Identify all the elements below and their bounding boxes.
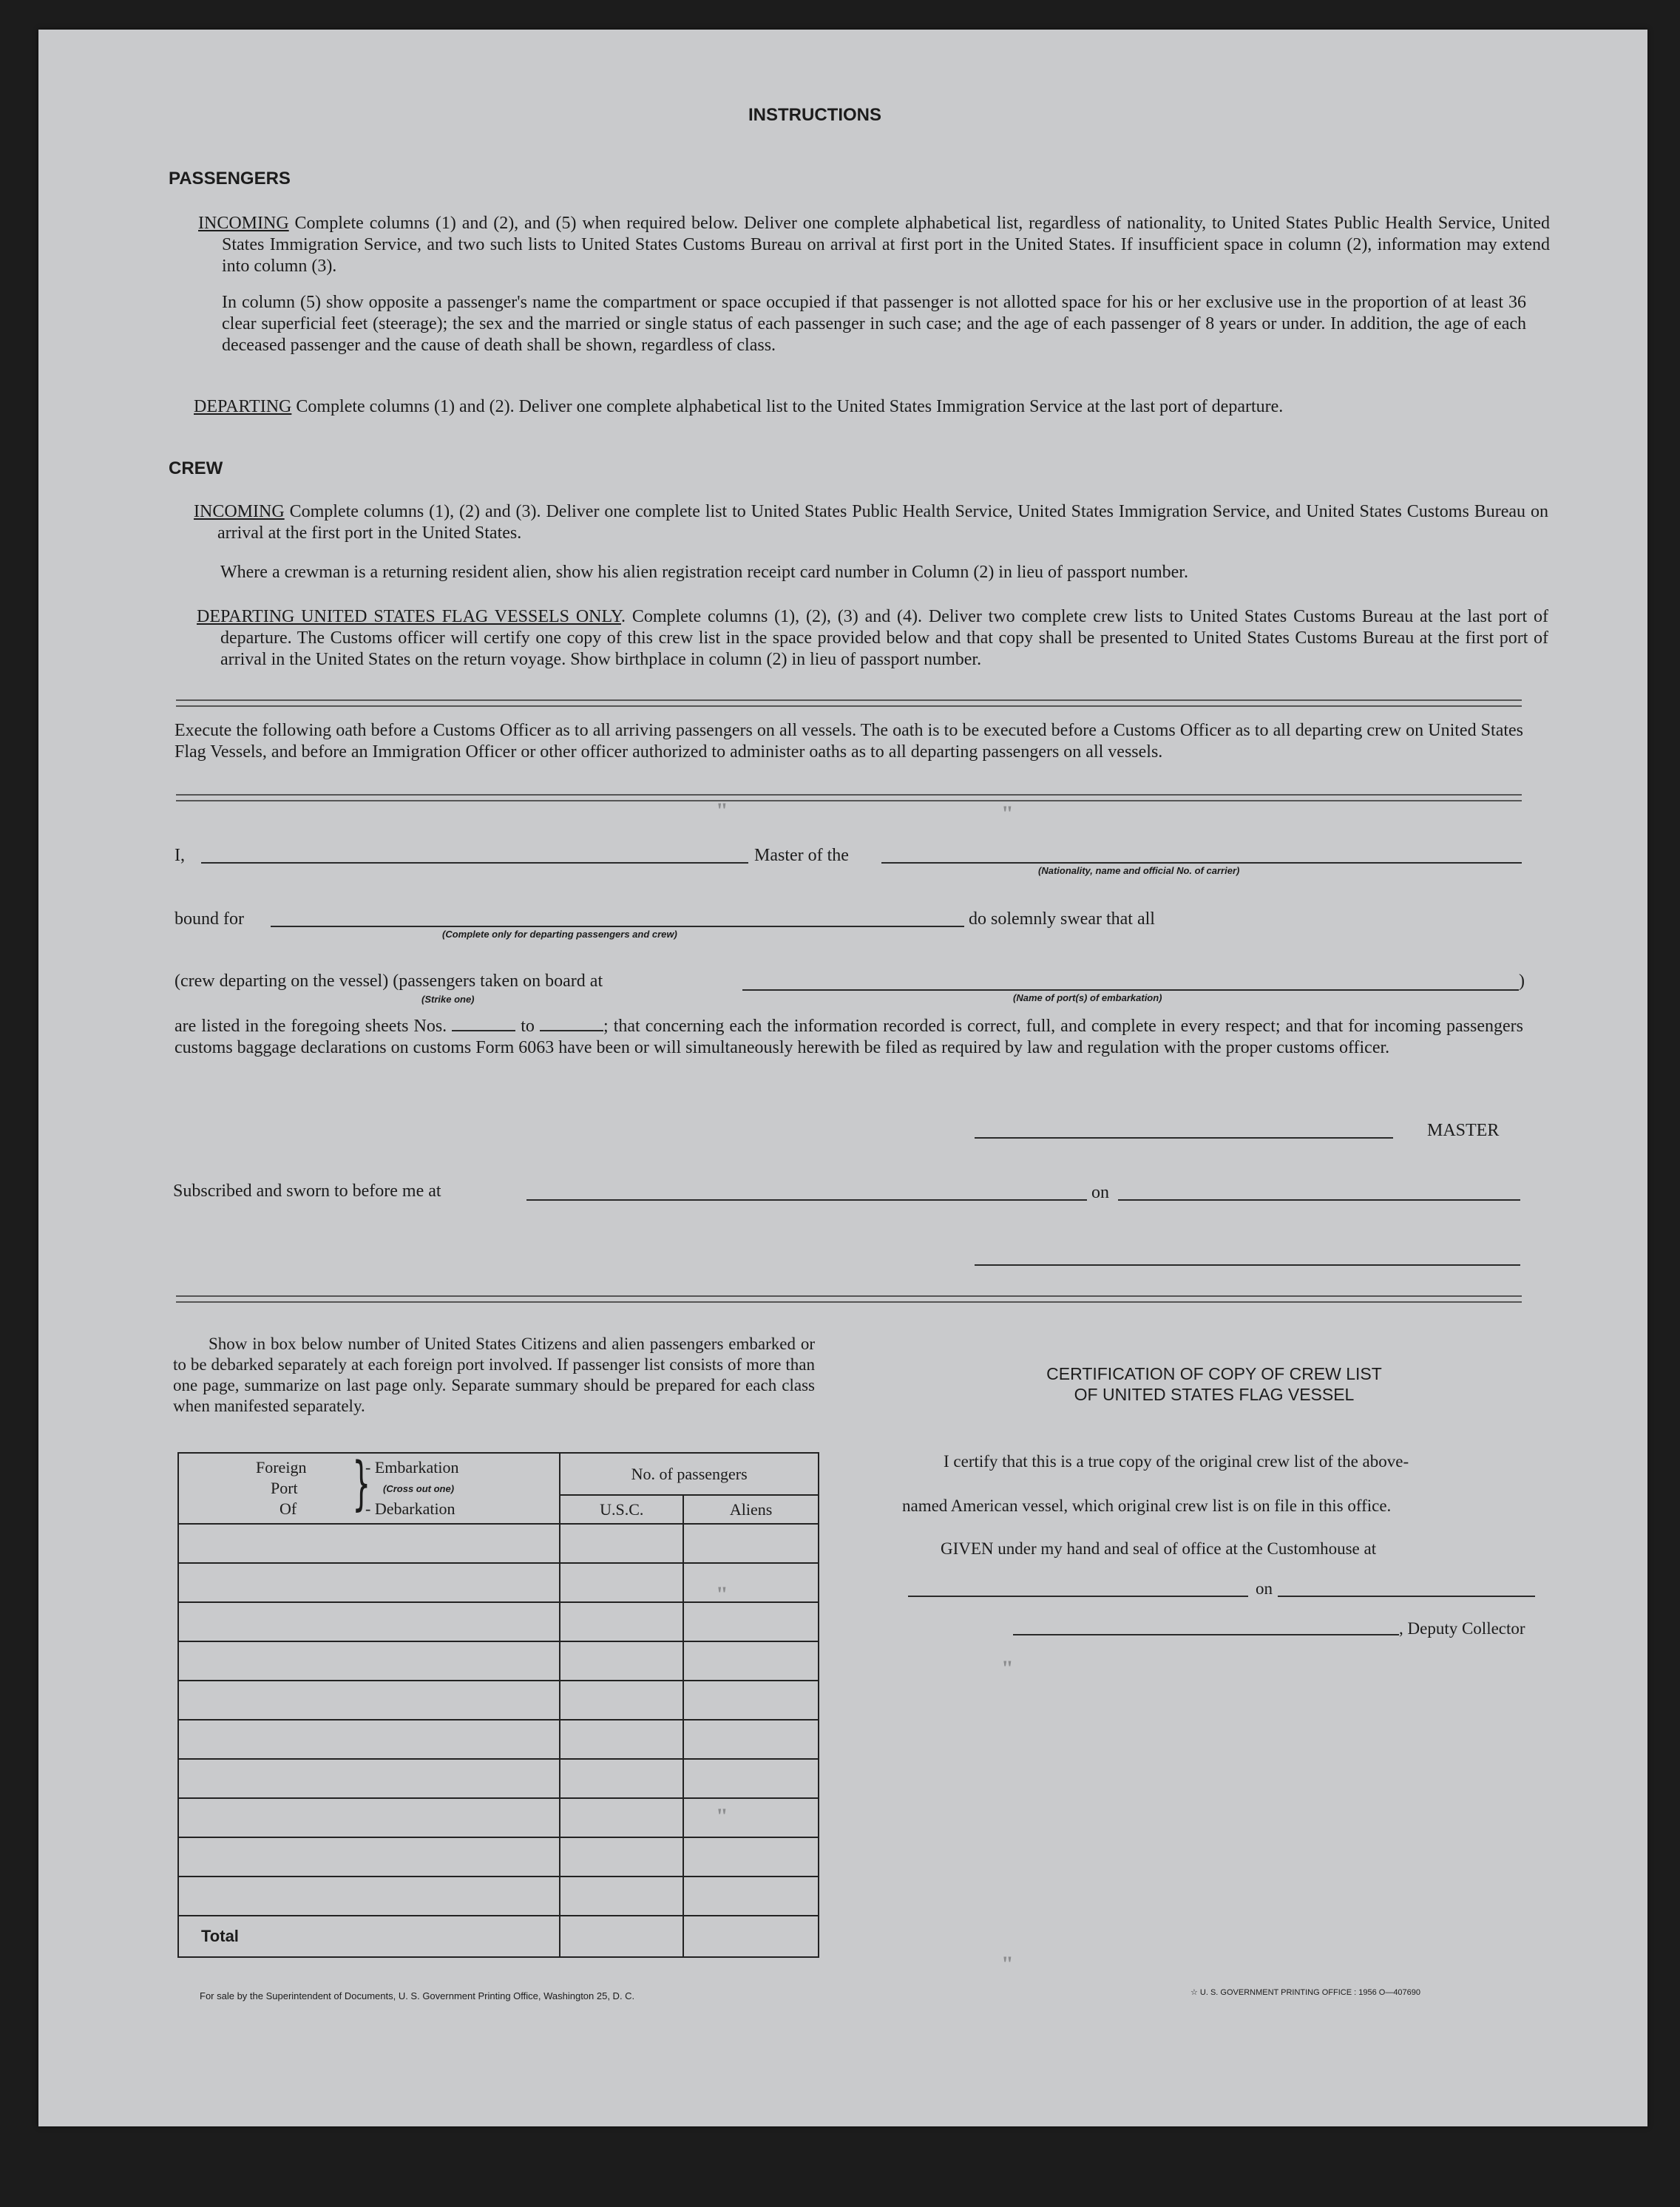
usc-header-cell: U.S.C. [560, 1495, 683, 1524]
deputy-label: , Deputy Collector [1399, 1619, 1525, 1638]
passengers-column5-instruction: In column (5) show opposite a passenger's name the compartment or space occupied if that passenger is not allotted space for his or her exclusive use in the proportion of at least 36 clear superficial feet (steerage); the sex and the married or single status of each passenger in such case; and the age of each passenger of 8 years or under. In addition, the age of each deceased passenger and the cause of death shall be shown, regardless of class. [222, 293, 1526, 355]
listed-post: ; that concerning each the information recorded is correct, full, and complete in every respect; and that for incoming passengers customs baggage declarations on customs Form 6063 have been or will simultaneously herewith be filed as required by law and regulation with the proper customs officer. [175, 1017, 1523, 1057]
divider-1 [176, 699, 1522, 707]
port-cell[interactable] [178, 1759, 560, 1798]
departing-caption: (Complete only for departing passengers and crew) [442, 929, 677, 940]
ditto-mark: " [716, 1582, 728, 1607]
table-row [178, 1681, 819, 1720]
master-of-label: Master of the [754, 846, 849, 865]
aliens-cell[interactable] [683, 1681, 819, 1720]
aliens-cell[interactable] [683, 1877, 819, 1916]
certify-text-2: named American vessel, which original crew list is on file in this office. [902, 1496, 1392, 1515]
port-cell[interactable] [178, 1563, 560, 1602]
summary-instructions: Show in box below number of United States Citizens and alien passengers embarked or to be debarked separately at each foreign port involved. If passenger list consists of more than one page, summarize on last page only. Separate summary should be prepared for each class when manifested separately. [173, 1335, 815, 1415]
port-caption: (Name of port(s) of embarkation) [1013, 992, 1162, 1003]
cert-date-field[interactable] [1278, 1596, 1535, 1597]
incoming-text: Complete columns (1) and (2), and (5) when required below. Deliver one complete alphabetical list, regardless of nationality, to United States Public Health Service, United States Immigration Service, and two such lists to United States Customs Bureau on arrival at first port in the United States. If insufficient space in column (2), information may extend into column (3). [222, 214, 1550, 276]
port-cell[interactable] [178, 1524, 560, 1563]
table-row [178, 1720, 819, 1759]
departing-label: DEPARTING [194, 397, 292, 416]
port-header-cell [178, 1453, 560, 1524]
passengers-incoming-instruction [198, 213, 1550, 277]
crew-heading: CREW [169, 458, 223, 478]
master-name-field[interactable] [201, 862, 748, 864]
crew-departing-label: (crew departing on the vessel) (passengers taken on board at [175, 972, 603, 991]
aliens-cell[interactable] [683, 1563, 819, 1602]
port-label: Port [271, 1479, 298, 1497]
usc-cell[interactable] [560, 1798, 683, 1837]
passengers-heading: PASSENGERS [169, 169, 291, 189]
customhouse-field[interactable] [908, 1596, 1248, 1597]
debarkation-label: - Debarkation [365, 1499, 455, 1518]
divider-3 [176, 1295, 1522, 1303]
port-cell[interactable] [178, 1837, 560, 1877]
master-label: MASTER [1427, 1121, 1500, 1140]
sheet-from-field[interactable] [452, 1017, 515, 1031]
of-label: Of [280, 1499, 297, 1518]
passengers-departing-instruction [194, 396, 1550, 418]
total-label: Total [178, 1916, 560, 1957]
ditto-mark: " [1001, 1952, 1014, 1976]
brace-icon: } [352, 1451, 371, 1517]
cert-on-label: on [1256, 1579, 1273, 1598]
aliens-cell[interactable] [683, 1837, 819, 1877]
table-row [178, 1837, 819, 1877]
close-paren: ) [1519, 972, 1525, 991]
master-signature-field[interactable] [975, 1137, 1393, 1139]
crew-departing-label: DEPARTING UNITED STATES FLAG VESSELS ONLY [197, 607, 621, 626]
usc-cell[interactable] [560, 1563, 683, 1602]
crew-resident-alien-instruction: Where a crewman is a returning resident alien, show his alien registration receipt card number in Column (2) in lieu of passport number. [220, 563, 1188, 582]
usc-cell[interactable] [560, 1720, 683, 1759]
certification-title [896, 1363, 1532, 1405]
aliens-cell[interactable] [683, 1798, 819, 1837]
oath-intro: Execute the following oath before a Customs Officer as to all arriving passengers on all vessels. The oath is to be executed before a Customs Officer as to all departing crew on United States Flag Vessels, and before an Immigration Officer or other officer authorized to administer oaths as to all departing passengers on all vessels. [175, 721, 1523, 762]
i-label: I, [175, 846, 185, 865]
port-cell[interactable] [178, 1798, 560, 1837]
port-cell[interactable] [178, 1877, 560, 1916]
sworn-on-label: on [1091, 1183, 1109, 1202]
total-row [178, 1916, 819, 1957]
aliens-cell[interactable] [683, 1720, 819, 1759]
ditto-mark: " [716, 799, 728, 823]
total-aliens-cell[interactable] [683, 1916, 819, 1957]
usc-cell[interactable] [560, 1524, 683, 1563]
certification-title-line1: CERTIFICATION OF COPY OF CREW LIST [1046, 1364, 1382, 1383]
sworn-date-field[interactable] [1118, 1199, 1520, 1201]
footer-left: For sale by the Superintendent of Documents, U. S. Government Printing Office, Washington 25, D. C. [200, 1990, 635, 2001]
listed-to: to [521, 1017, 535, 1036]
passenger-summary-table [177, 1452, 819, 1958]
usc-cell[interactable] [560, 1602, 683, 1641]
table-row [178, 1641, 819, 1681]
usc-cell[interactable] [560, 1681, 683, 1720]
ditto-mark: " [1001, 1656, 1014, 1681]
crew-incoming-text: Complete columns (1), (2) and (3). Deliver one complete list to United States Public Health Service, United States Immigration Service, and United States Customs Bureau on arrival at the first port in the United States. [217, 502, 1548, 543]
port-cell[interactable] [178, 1720, 560, 1759]
aliens-cell[interactable] [683, 1641, 819, 1681]
embarkation-port-field[interactable] [742, 989, 1519, 991]
port-cell[interactable] [178, 1641, 560, 1681]
carrier-field[interactable] [881, 862, 1522, 864]
deputy-signature-field[interactable] [1013, 1634, 1399, 1635]
strike-caption: (Strike one) [421, 994, 475, 1005]
crew-incoming-instruction [194, 501, 1548, 544]
port-cell[interactable] [178, 1602, 560, 1641]
page-title: INSTRUCTIONS [748, 105, 881, 125]
certify-text-1: I certify that this is a true copy of the original crew list of the above- [944, 1452, 1409, 1471]
given-text: GIVEN under my hand and seal of office at the Customhouse at [941, 1539, 1377, 1558]
footer-right: ☆ U. S. GOVERNMENT PRINTING OFFICE : 1956 O—407690 [1190, 1988, 1421, 1997]
cross-out-caption: (Cross out one) [383, 1483, 455, 1494]
bound-for-label: bound for [175, 909, 244, 929]
crew-departing-instruction [197, 606, 1548, 671]
divider-2 [176, 794, 1522, 801]
listed-pre: are listed in the foregoing sheets Nos. [175, 1017, 447, 1036]
aliens-cell[interactable] [683, 1759, 819, 1798]
subscribed-label: Subscribed and sworn to before me at [173, 1182, 441, 1201]
port-cell[interactable] [178, 1681, 560, 1720]
passengers-header-cell: No. of passengers [560, 1453, 819, 1495]
officer-signature-field[interactable] [975, 1264, 1520, 1266]
table-row [178, 1877, 819, 1916]
usc-cell[interactable] [560, 1877, 683, 1916]
ditto-mark: " [1001, 801, 1014, 826]
aliens-cell[interactable] [683, 1524, 819, 1563]
aliens-cell[interactable] [683, 1602, 819, 1641]
table-row [178, 1602, 819, 1641]
table-row [178, 1524, 819, 1563]
total-usc-cell[interactable] [560, 1916, 683, 1957]
departing-text: Complete columns (1) and (2). Deliver one complete alphabetical list to the United States Immigration Service at the last port of departure. [291, 397, 1284, 416]
destination-field[interactable] [271, 926, 964, 927]
oath-listed-statement [175, 1016, 1523, 1059]
ditto-mark: " [716, 1804, 728, 1828]
form-page [38, 30, 1647, 2126]
sheet-to-field[interactable] [540, 1017, 603, 1031]
swear-label: do solemnly swear that all [969, 909, 1155, 929]
usc-cell[interactable] [560, 1759, 683, 1798]
aliens-header-cell: Aliens [683, 1495, 819, 1524]
incoming-label: INCOMING [198, 214, 289, 233]
foreign-label: Foreign [256, 1458, 307, 1477]
embarkation-label: - Embarkation [365, 1458, 459, 1477]
certification-title-line2: OF UNITED STATES FLAG VESSEL [1074, 1385, 1355, 1404]
usc-cell[interactable] [560, 1837, 683, 1877]
carrier-caption: (Nationality, name and official No. of carrier) [1038, 865, 1240, 876]
sworn-location-field[interactable] [526, 1199, 1087, 1201]
crew-departing-text: . Complete columns (1), (2), (3) and (4). Deliver two complete crew lists to United States Customs Bureau at the last port of departure. The Customs officer will certify one copy of this crew list in the space provided below and that copy shall be presented to United States Customs Bureau at the first port of arrival in the United States on the return voyage. Show birthplace in column (2) in lieu of passport number. [220, 607, 1548, 669]
table-row [178, 1759, 819, 1798]
usc-cell[interactable] [560, 1641, 683, 1681]
crew-incoming-label: INCOMING [194, 502, 285, 521]
